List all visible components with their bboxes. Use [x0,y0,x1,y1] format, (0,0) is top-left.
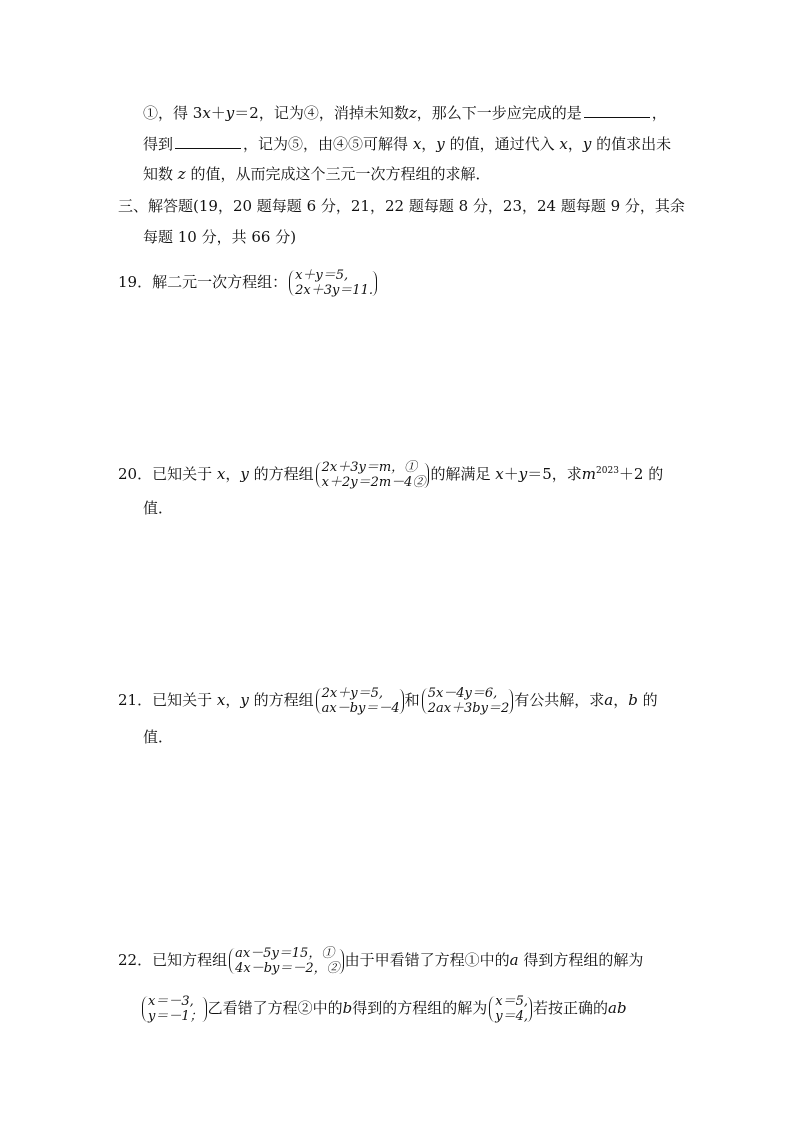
equation-system [288,268,377,298]
text: 的值，通过代入 [449,135,555,153]
variable: x [412,135,422,153]
variable: m [581,465,597,483]
text: 的方程组 [253,691,314,709]
text: 得到方程组的解为 [523,951,644,969]
variable: y [225,104,235,122]
text: ， [651,104,667,122]
text: ， [567,135,583,153]
text: ， [613,691,629,709]
equation-row: x＋2y＝2m－4② [321,475,426,490]
text: ， [421,135,437,153]
variable: y [436,135,445,153]
variable: a [509,951,519,969]
text: ＝2，记为④，消掉未知数 [234,104,409,122]
text: ，那么下一步应完成的是 [416,104,582,122]
variable: x [559,135,568,153]
variable: x [216,465,226,483]
text: 的方程组 [253,465,314,483]
text: ＋ [210,104,226,122]
equation-row: 2x＋y＝5, [321,686,383,701]
text: ①，得 3 [143,104,203,122]
equation-system [141,994,207,1024]
text: 得到 [143,135,174,153]
question-21 [118,678,658,722]
question-text: 22．已知方程组 [118,951,228,969]
equation-row: 2ax＋3by＝2 [427,701,510,716]
equation-system [315,460,430,490]
text: 的值求出未 [596,135,672,153]
answer-blank [175,132,241,149]
variable: z [408,104,417,122]
equation-system [315,686,404,716]
equation-system [488,994,532,1024]
variable: x [495,465,504,483]
text: 得到的方程组的解为 [352,999,488,1017]
question-text: 20．已知关于 [118,465,213,483]
exponent: 2023 [596,466,619,476]
text-line: 值． [143,499,174,517]
text: 的值，从而完成这个三元一次方程组的求解． [190,165,491,183]
text-line [143,163,491,185]
text: 由于甲看错了方程①中的 [344,951,510,969]
text: 若按正确的 [533,999,609,1017]
text-line: 值． [143,728,174,746]
equation-row: x＋y＝5, [295,268,349,283]
equation-system [421,686,514,716]
answer-blank [584,101,650,118]
variable: x [202,104,211,122]
equation-row: ax－by＝－4 [321,701,400,716]
variable: y [582,135,592,153]
variable: ab [608,999,627,1017]
text: 有公共解，求 [514,691,605,709]
variable: y [518,465,528,483]
question-20 [118,452,663,496]
equation-row: y＝－1； [148,1009,203,1024]
text: 和 [404,691,420,709]
text: ＋ [503,465,519,483]
variable: b [342,999,353,1017]
question-19 [118,260,378,304]
text-line [140,986,627,1030]
equation-row: 5x－4y＝6, [427,686,498,701]
equation-row: ax－5y＝15，① [235,946,335,961]
variable: b [628,691,638,709]
equation-system [228,946,344,976]
variable: x [216,691,226,709]
equation-row: 2x＋3y＝m，① [321,460,418,475]
section-heading-cont: 每题 10 分，共 66 分) [143,228,297,246]
variable: y [240,465,249,483]
variable: a [604,691,614,709]
text: 的 [642,691,658,709]
section-heading: 三、解答题(19，20 题每题 6 分，21，22 题每题 8 分，23，24 题每题 9 分，其余 [118,197,685,215]
equation-row: 2x＋3y＝11. [295,283,373,298]
equation-row: x＝－3, [148,994,194,1009]
text-line [143,101,667,123]
question-text: 19．解二元一次方程组： [118,273,288,291]
text: ＋2 的 [618,465,664,483]
text: ， [225,691,241,709]
equation-row: x＝5, [495,994,529,1009]
question-22 [118,938,643,982]
text: ， [225,465,241,483]
equation-row: 4x－by＝－2，② [235,961,340,976]
variable: z [177,165,186,183]
text: 知数 [143,165,174,183]
variable: y [240,691,249,709]
text: ，记为⑤，由④⑤可解得 [243,135,409,153]
equation-row: y＝4, [495,1009,529,1024]
question-text: 21．已知关于 [118,691,213,709]
text-line [143,132,671,154]
text: 乙看错了方程②中的 [207,999,343,1017]
text: 的解满足 [430,465,491,483]
text: ＝5，求 [527,465,582,483]
